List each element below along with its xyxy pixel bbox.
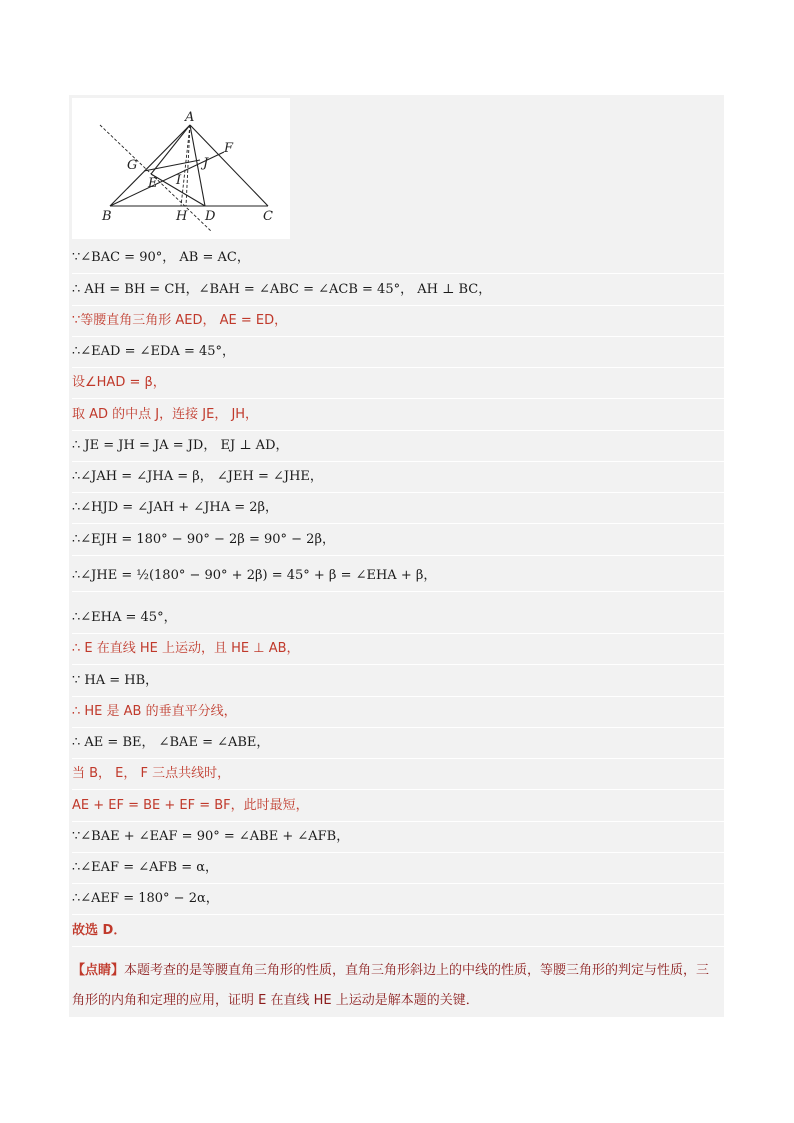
proof-line: AE + EF = BE + EF = BF，此时最短， <box>72 791 724 822</box>
comment-text: 本题考查的是等腰直角三角形的性质，直角三角形斜边上的中线的性质，等腰三角形的判定与性质，三角形的内角和定理的应用，证明 E 在直线 HE 上运动是解本题的关键． <box>72 963 710 1008</box>
proof-line: ∴∠JAH = ∠JHA = β， ∠JEH = ∠JHE， <box>72 462 724 493</box>
label-B: B <box>102 209 112 224</box>
proof-line: ∴∠EAD = ∠EDA = 45°， <box>72 337 724 368</box>
label-I: I <box>176 173 182 188</box>
proof-line: ∴∠JHE = ½(180° − 90° + 2β) = 45° + β = ∠EHA + β， <box>72 561 724 592</box>
proof-line: ∴∠EHA = 45°， <box>72 603 724 634</box>
geometry-figure <box>72 98 290 239</box>
proof-line: ∴ AH = BH = CH，∠BAH = ∠ABC = ∠ACB = 45°， AH ⊥ BC， <box>72 275 724 306</box>
label-H: H <box>176 209 188 224</box>
proof-line: ∵∠BAC = 90°， AB = AC， <box>72 243 724 274</box>
label-A: A <box>185 110 195 125</box>
proof-line: ∴ HE 是 AB 的垂直平分线， <box>72 697 724 728</box>
label-C: C <box>263 209 273 224</box>
triangle-diagram <box>72 98 290 239</box>
solution-panel <box>69 95 724 1017</box>
proof-line: ∴∠AEF = 180° − 2α， <box>72 884 724 915</box>
proof-line: ∴∠HJD = ∠JAH + ∠JHA = 2β， <box>72 493 724 524</box>
proof-line: 取 AD 的中点 J，连接 JE， JH， <box>72 400 724 431</box>
label-D: D <box>205 209 216 224</box>
label-E: E <box>148 176 158 191</box>
label-J: J <box>203 156 209 171</box>
proof-line: ∵∠BAE + ∠EAF = 90° = ∠ABE + ∠AFB， <box>72 822 724 853</box>
comment-tag: 【点睛】 <box>72 963 125 978</box>
proof-line: ∵ HA = HB， <box>72 666 724 697</box>
proof-line: 当 B， E， F 三点共线时， <box>72 759 724 790</box>
proof-line: ∴ JE = JH = JA = JD， EJ ⊥ AD， <box>72 431 724 462</box>
proof-line: ∴ AE = BE， ∠BAE = ∠ABE， <box>72 728 724 759</box>
proof-line: ∴∠EJH = 180° − 90° − 2β = 90° − 2β， <box>72 525 724 556</box>
comment-block <box>72 956 722 1016</box>
proof-line: ∵等腰直角三角形 AED， AE = ED， <box>72 306 724 337</box>
proof-line: ∴∠EAF = ∠AFB = α， <box>72 853 724 884</box>
proof-line: ∴ E 在直线 HE 上运动，且 HE ⊥ AB， <box>72 634 724 665</box>
answer-line: 故选 D． <box>72 916 724 947</box>
label-F: F <box>224 141 234 156</box>
proof-line: 设∠HAD = β， <box>72 368 724 399</box>
label-G: G <box>127 158 138 173</box>
